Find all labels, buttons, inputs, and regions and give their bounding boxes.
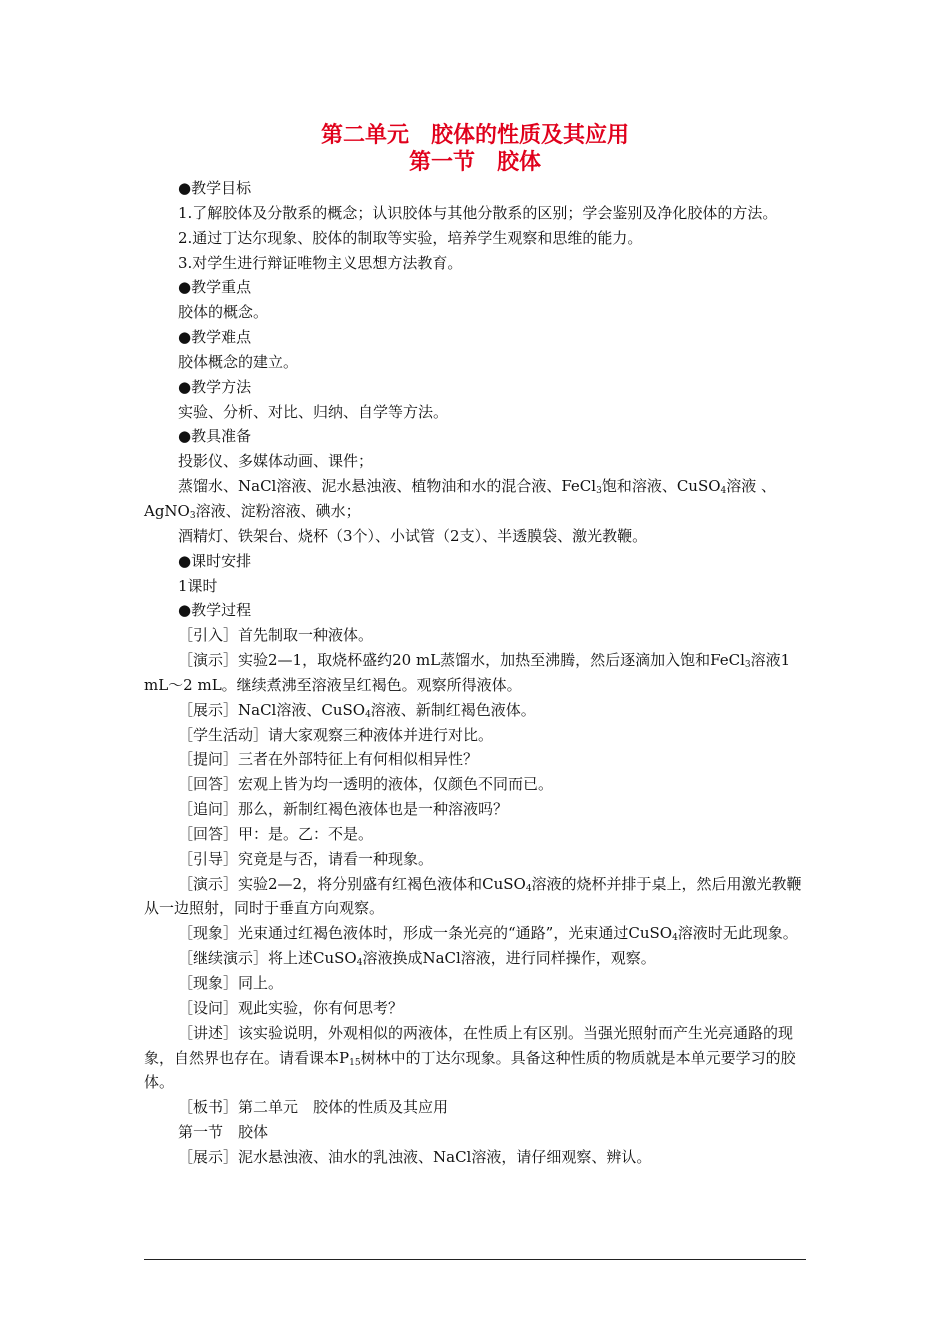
subscript-4: 4 [525,883,532,894]
document-body [144,176,812,1170]
tools-line-2 [144,474,812,524]
demo-1-part-a: ［演示］实验2—1，取烧杯盛约20 mL蒸馏水，加热至沸腾，然后逐滴加入饱和FeCl [178,651,745,670]
tools-line-2-part-c: 溶液 、AgNO [144,477,777,520]
subscript-4: 4 [672,933,678,944]
tools-heading: ●教具准备 [178,427,252,446]
goal-2: 2.通过丁达尔现象、胶体的制取等实验，培养学生观察和思维的能力。 [178,228,643,247]
tools-line-2-part-b: 饱和溶液、CuSO [601,477,721,496]
subscript-3: 3 [189,510,196,521]
subscript-4: 4 [356,958,363,969]
phenomenon-1-part-b: 溶液时无此现象。 [677,924,798,943]
answer-1-paragraph: ［回答］宏观上皆为均一透明的液体，仅颜色不同而已。 [178,775,554,794]
board-paragraph-2: 第一节 胶体 [178,1123,269,1142]
process-heading: ●教学过程 [178,601,252,620]
tools-line-2-part-d: 溶液、淀粉溶液、碘水； [195,501,361,520]
phenomenon-1-part-a: ［现象］光束通过红褐色液体时，形成一条光亮的“通路”，光束通过CuSO [178,924,673,943]
continue-demo-part-b: 溶液换成NaCl溶液，进行同样操作，观察。 [362,949,656,968]
goal-1: 1.了解胶体及分散系的概念；认识胶体与其他分散系的区别；学会鉴别及净化胶体的方法。 [178,203,778,222]
demo-2-part-a: ［演示］实验2—2，将分别盛有红褐色液体和CuSO [178,874,526,893]
method-text: 实验、分析、对比、归纳、自学等方法。 [178,402,449,421]
method-heading: ●教学方法 [178,377,252,396]
continue-demo-part-a: ［继续演示］将上述CuSO [178,949,357,968]
lecture-part-b: 树林中的丁达尔现象。具备这种性质的物质就是本单元要学习的胶体。 [144,1048,796,1092]
subscript-3: 3 [596,486,602,497]
key-heading: ●教学重点 [178,278,252,297]
difficulty-text: 胶体概念的建立。 [178,352,299,371]
difficulty-heading: ●教学难点 [178,328,252,347]
question-2-paragraph: ［追问］那么，新制红褐色液体也是一种溶液吗？ [178,800,509,819]
phenomenon-2-paragraph: ［现象］同上。 [178,974,284,992]
goals-heading: ●教学目标 [178,179,252,197]
subscript-4: 4 [365,709,371,720]
demo-1-part-b: 溶液1 mL～2 mL。继续煮沸至溶液呈红褐色。观察所得液体。 [144,651,791,694]
phenomenon-1-paragraph [144,921,812,946]
continue-demo-paragraph [144,946,812,971]
question-3-paragraph: ［设问］观此实验，你有何思考？ [178,998,404,1017]
show-1-part-b: 溶液、新制红褐色液体。 [370,700,536,719]
show-1-paragraph [144,698,812,723]
board-paragraph-1: ［板书］第二单元 胶体的性质及其应用 [178,1098,449,1117]
footer-divider [144,1259,806,1260]
section-title: 第一节 胶体 [408,150,541,175]
goal-3: 3.对学生进行辩证唯物主义思想方法教育。 [178,253,463,272]
show-2-paragraph: ［展示］泥水悬浊液、油水的乳浊液、NaCl溶液，请仔细观察、辨认。 [178,1147,652,1166]
subscript-3: 3 [744,660,751,671]
schedule-heading: ●课时安排 [178,551,252,570]
lecture-paragraph [144,1021,812,1096]
demo-2-part-b: 溶液的烧杯并排于桌上，然后用激光教鞭从一边照射，同时于垂直方向观察。 [144,874,802,918]
tools-line-1: 投影仪、多媒体动画、课件； [178,452,374,471]
intro-paragraph: ［引入］首先制取一种液体。 [178,626,374,645]
answer-2-paragraph: ［回答］甲：是。乙：不是。 [178,824,374,843]
show-1-part-a: ［展示］NaCl溶液、CuSO [178,700,366,719]
schedule-text: 1课时 [178,576,218,595]
subscript-15: 15 [349,1057,361,1068]
tools-line-2-part-a: 蒸馏水、NaCl溶液、泥水悬浊液、植物油和水的混合液、FeCl [178,477,597,496]
subscript-4: 4 [720,486,727,497]
student-activity-paragraph: ［学生活动］请大家观察三种液体并进行对比。 [178,725,494,744]
demo-2-paragraph [144,872,812,922]
guide-paragraph: ［引导］究竟是与否，请看一种现象。 [178,849,434,868]
key-text: 胶体的概念。 [178,303,269,322]
unit-title: 第二单元 胶体的性质及其应用 [320,123,629,148]
question-1-paragraph: ［提问］三者在外部特征上有何相似相异性？ [178,750,479,769]
tools-line-3: 酒精灯、铁架台、烧杯（3个）、小试管（2支）、半透膜袋、激光教鞭。 [178,526,648,545]
demo-1-paragraph [144,648,812,698]
lecture-part-a: ［讲述］该实验说明，外观相似的两液体，在性质上有区别。当强光照射而产生光亮通路的现象，自然界也存在。请看课本P [144,1023,794,1067]
